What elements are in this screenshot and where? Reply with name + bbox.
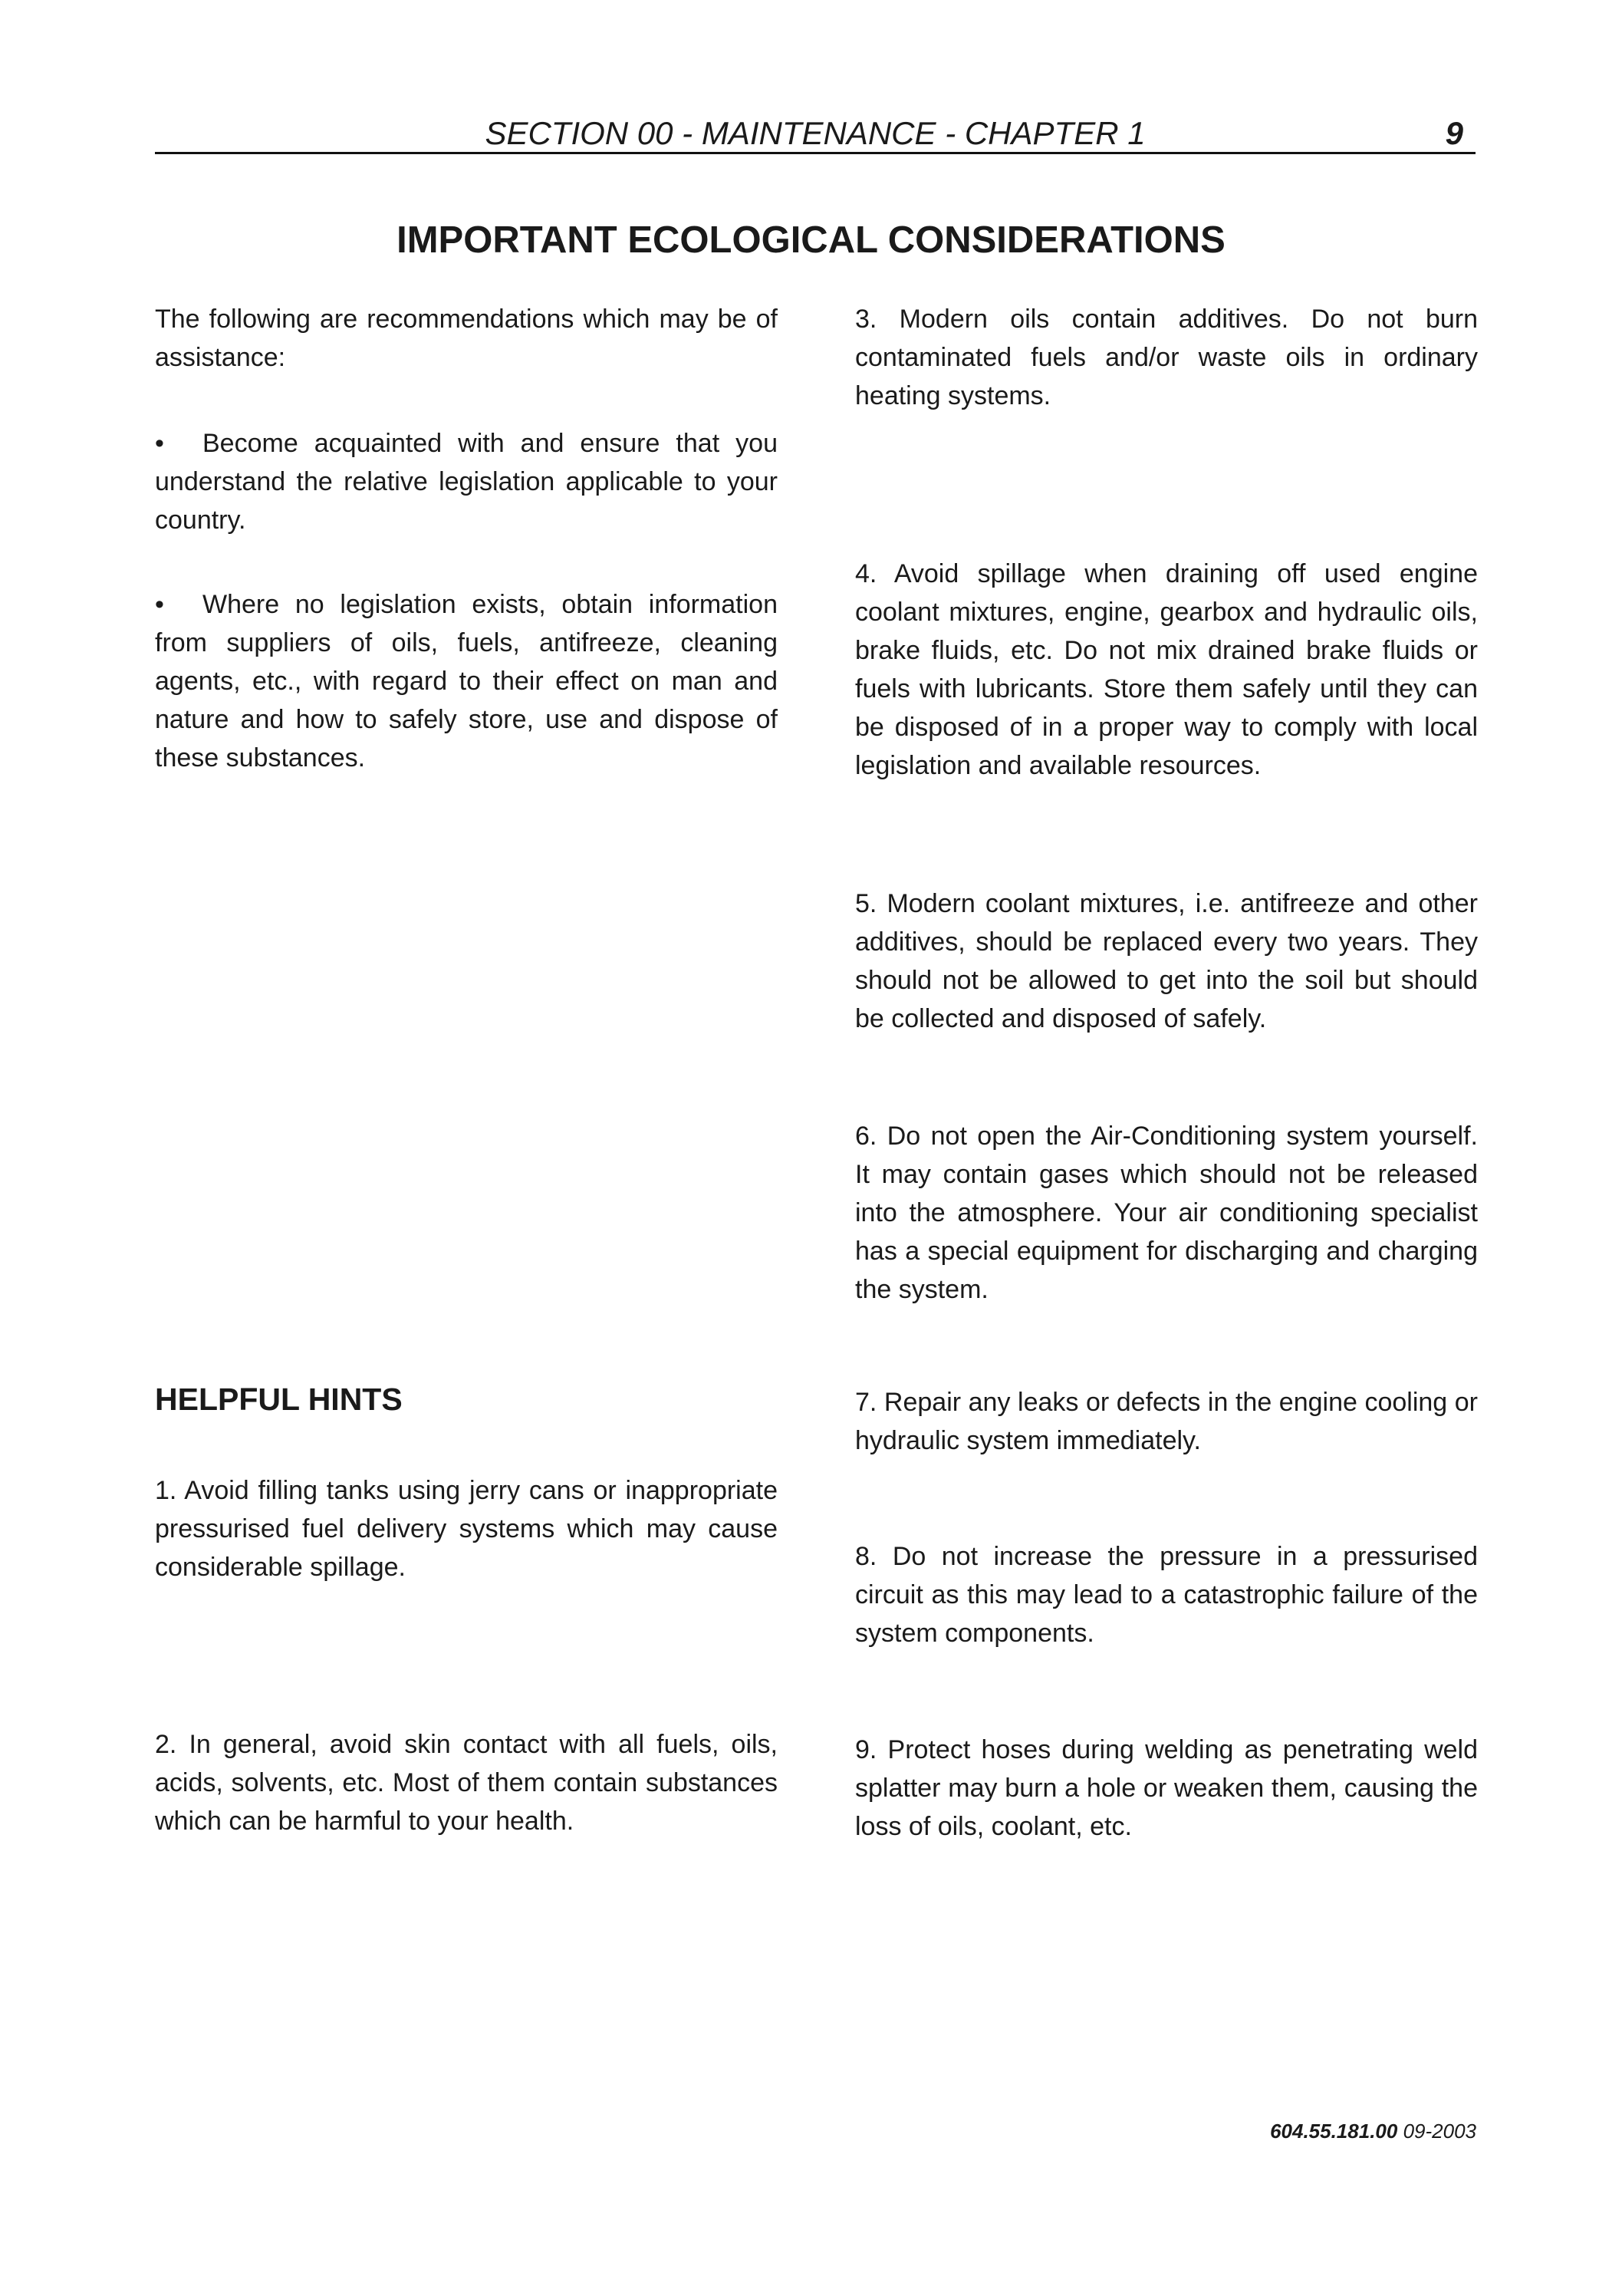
page-header [155, 115, 1476, 154]
section-title: SECTION 00 - MAINTENANCE - CHAPTER 1 [485, 115, 1146, 151]
recommendation-item: 3. Modern oils contain additives. Do not burn contaminated fuels and/or waste oils in ordinary heating systems. [855, 305, 1478, 410]
hint-item: 2. In general, avoid skin contact with all fuels, oils, acids, solvents, etc. Most of them contain substances which can be harmful to your health. [155, 1730, 778, 1836]
bullet-text: Become acquainted with and ensure that you understand the relative legislation applicable to your country. [155, 429, 778, 535]
recommendation-item: 8. Do not increase the pressure in a pressurised circuit as this may lead to a catastrophic failure of the system components. [855, 1542, 1478, 1648]
bullet-item [155, 424, 778, 539]
page-title: IMPORTANT ECOLOGICAL CONSIDERATIONS [396, 219, 1226, 261]
recommendation-item: 9. Protect hoses during welding as penetrating weld splatter may burn a hole or weaken them, causing the loss of oils, coolant, etc. [855, 1735, 1478, 1841]
bullet-item [155, 585, 778, 777]
recommendation-item: 7. Repair any leaks or defects in the engine cooling or hydraulic system immediately. [855, 1388, 1478, 1455]
bullet-icon: • [155, 590, 164, 619]
bullet-text: Where no legislation exists, obtain information from suppliers of oils, fuels, antifreeze, cleaning agents, etc., with regard to their effect on man and nature and how to safely store, use and dispose of these substances. [155, 590, 778, 772]
helpful-hints-heading: HELPFUL HINTS [155, 1382, 403, 1417]
page-footer [1270, 2117, 1476, 2145]
page-number: 9 [1445, 115, 1463, 151]
recommendation-item: 4. Avoid spillage when draining off used engine coolant mixtures, engine, gearbox and hydraulic oils, brake fluids, etc. Do not mix drained brake fluids or fuels with lubricants. Store them safely until they can be disposed of in a proper way to comply with local legislation and available resources. [855, 559, 1478, 780]
document-date: 09-2003 [1403, 2120, 1476, 2143]
intro-paragraph: The following are recommendations which may be of assistance: [155, 305, 778, 372]
bullet-icon: • [155, 429, 164, 458]
hint-item: 1. Avoid filling tanks using jerry cans or inappropriate pressurised fuel delivery systems which may cause considerable spillage. [155, 1476, 778, 1582]
recommendation-item: 6. Do not open the Air-Conditioning system yourself. It may contain gases which should not be released into the atmosphere. Your air conditioning specialist has a special equipment for discharging and charging the system. [855, 1122, 1478, 1304]
recommendation-item: 5. Modern coolant mixtures, i.e. antifreeze and other additives, should be replaced every two years. They should not be allowed to get into the soil but should be collected and disposed of safely. [855, 889, 1478, 1033]
document-number: 604.55.181.00 [1270, 2120, 1398, 2143]
